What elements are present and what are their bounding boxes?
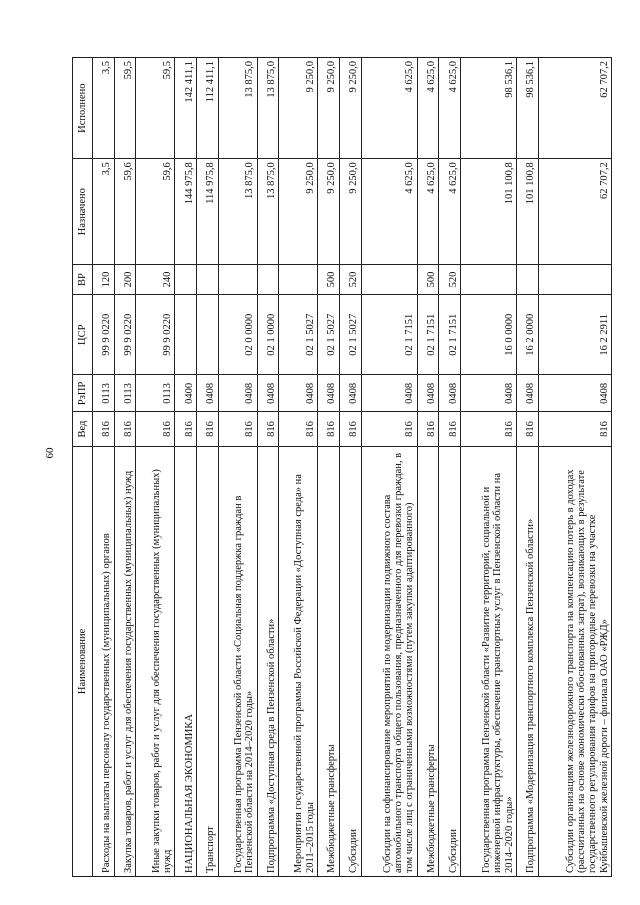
cell-vr: 240: [136, 265, 175, 295]
header-executed: Исполнено: [73, 58, 93, 159]
cell-executed: 3,5: [93, 58, 115, 159]
table-row: [516, 58, 538, 877]
cell-csr: 99 9 0220: [136, 294, 175, 375]
cell-assigned: 9 250,0: [339, 159, 361, 265]
cell-vr: [460, 265, 516, 295]
cell-vr: [361, 265, 417, 295]
cell-vr: 500: [318, 265, 340, 295]
cell-assigned: 3,5: [93, 159, 115, 265]
cell-ved: 816: [516, 412, 538, 447]
cell-name: Подпрограмма «Доступная среда в Пензенской области»: [257, 446, 279, 876]
cell-rzpr: 0408: [257, 375, 279, 412]
cell-ved: 816: [318, 412, 340, 447]
cell-csr: 02 1 7151: [439, 294, 461, 375]
header-name: Наименование: [73, 446, 93, 876]
cell-csr: [175, 294, 197, 375]
cell-assigned: 101 100,8: [516, 159, 538, 265]
cell-vr: [516, 265, 538, 295]
cell-name: Подпрограмма «Модернизация транспортного комплекса Пензенской области»: [516, 446, 538, 876]
cell-vr: 520: [439, 265, 461, 295]
cell-name: Межбюджетные трансферты: [318, 446, 340, 876]
cell-assigned: 114 975,8: [196, 159, 218, 265]
header-rzpr: РзПР: [73, 375, 93, 412]
cell-rzpr: 0113: [114, 375, 136, 412]
cell-ved: 816: [460, 412, 516, 447]
table-row: [417, 58, 439, 877]
cell-assigned: 9 250,0: [318, 159, 340, 265]
cell-ved: 816: [339, 412, 361, 447]
cell-name: НАЦИОНАЛЬНАЯ ЭКОНОМИКА: [175, 446, 197, 876]
cell-csr: 16 2 2911: [538, 294, 611, 375]
cell-assigned: 59,6: [136, 159, 175, 265]
cell-name: Государственная программа Пензенской области «Развитие территорий, социальной и инженерной инфраструктуры, обеспечение транспортных услуг в Пензенской области на 2014–2020 годы»: [460, 446, 516, 876]
cell-assigned: 4 625,0: [439, 159, 461, 265]
cell-executed: 98 536,1: [460, 58, 516, 159]
header-ved: Вед: [73, 412, 93, 447]
cell-rzpr: 0408: [516, 375, 538, 412]
cell-rzpr: 0113: [93, 375, 115, 412]
cell-assigned: 13 875,0: [218, 159, 257, 265]
cell-rzpr: 0408: [538, 375, 611, 412]
table-header-row: [73, 58, 93, 877]
table-row: [538, 58, 611, 877]
header-csr: ЦСР: [73, 294, 93, 375]
cell-executed: 59,5: [136, 58, 175, 159]
cell-vr: [175, 265, 197, 295]
table-row: [318, 58, 340, 877]
cell-assigned: 13 875,0: [257, 159, 279, 265]
cell-csr: 02 1 0000: [257, 294, 279, 375]
cell-rzpr: 0408: [417, 375, 439, 412]
cell-rzpr: 0408: [218, 375, 257, 412]
cell-ved: 816: [538, 412, 611, 447]
cell-csr: 02 1 5027: [318, 294, 340, 375]
cell-name: Транспорт: [196, 446, 218, 876]
header-vr: ВР: [73, 265, 93, 295]
cell-ved: 816: [114, 412, 136, 447]
cell-csr: 99 9 0220: [93, 294, 115, 375]
cell-assigned: 4 625,0: [417, 159, 439, 265]
cell-name: Субсидии на софинансирование мероприятий по модернизации подвижного состава автомобильного транспорта общего пользования, предназначенного для перевозки граждан, в том числе лиц с ограниченными возможностями (путем закупки адаптированного): [361, 446, 417, 876]
cell-ved: 816: [136, 412, 175, 447]
table-row: [439, 58, 461, 877]
cell-name: Государственная программа Пензенской области «Социальная поддержка граждан в Пензенской области на 2014–2020 годы»: [218, 446, 257, 876]
cell-csr: [196, 294, 218, 375]
cell-rzpr: 0408: [279, 375, 318, 412]
table-row: [136, 58, 175, 877]
rotated-table-wrapper: [72, 57, 612, 877]
cell-csr: 16 2 0000: [516, 294, 538, 375]
cell-vr: 500: [417, 265, 439, 295]
cell-assigned: 62 707,2: [538, 159, 611, 265]
table-row: [114, 58, 136, 877]
table-row: [279, 58, 318, 877]
table-row: [196, 58, 218, 877]
cell-assigned: 59,6: [114, 159, 136, 265]
table-row: [257, 58, 279, 877]
cell-vr: [218, 265, 257, 295]
cell-executed: 59,5: [114, 58, 136, 159]
cell-vr: [538, 265, 611, 295]
cell-ved: 816: [279, 412, 318, 447]
cell-ved: 816: [439, 412, 461, 447]
cell-rzpr: 0408: [196, 375, 218, 412]
table-row: [460, 58, 516, 877]
cell-executed: 98 536,1: [516, 58, 538, 159]
cell-ved: 816: [218, 412, 257, 447]
cell-ved: 816: [257, 412, 279, 447]
cell-ved: 816: [196, 412, 218, 447]
cell-vr: 520: [339, 265, 361, 295]
cell-rzpr: 0408: [339, 375, 361, 412]
cell-rzpr: 0408: [439, 375, 461, 412]
cell-name: Мероприятия государственной программы Российской Федерации «Доступная среда» на 2011–2015 годы: [279, 446, 318, 876]
cell-executed: 4 625,0: [417, 58, 439, 159]
cell-name: Межбюджетные трансферты: [417, 446, 439, 876]
table-row: [93, 58, 115, 877]
budget-table: [72, 57, 612, 877]
cell-assigned: 4 625,0: [361, 159, 417, 265]
cell-rzpr: 0408: [318, 375, 340, 412]
cell-executed: 13 875,0: [218, 58, 257, 159]
page-number: 60: [44, 447, 56, 459]
cell-rzpr: 0113: [136, 375, 175, 412]
cell-name: Субсидии: [339, 446, 361, 876]
cell-vr: 200: [114, 265, 136, 295]
cell-csr: 02 0 0000: [218, 294, 257, 375]
cell-name: Иные закупки товаров, работ и услуг для обеспечения государственных (муниципальных) нужд: [136, 446, 175, 876]
cell-name: Субсидии: [439, 446, 461, 876]
cell-vr: [257, 265, 279, 295]
cell-executed: 9 250,0: [318, 58, 340, 159]
header-assigned: Назначено: [73, 159, 93, 265]
table-row: [361, 58, 417, 877]
cell-csr: 99 9 0220: [114, 294, 136, 375]
table-row: [339, 58, 361, 877]
cell-executed: 9 250,0: [279, 58, 318, 159]
cell-ved: 816: [175, 412, 197, 447]
cell-name: Расходы на выплаты персоналу государственных (муниципальных) органов: [93, 446, 115, 876]
cell-assigned: 101 100,8: [460, 159, 516, 265]
cell-rzpr: 0400: [175, 375, 197, 412]
table-row: [218, 58, 257, 877]
cell-executed: 62 707,2: [538, 58, 611, 159]
cell-executed: 4 625,0: [439, 58, 461, 159]
cell-rzpr: 0408: [460, 375, 516, 412]
cell-ved: 816: [417, 412, 439, 447]
cell-assigned: 144 975,8: [175, 159, 197, 265]
cell-ved: 816: [361, 412, 417, 447]
cell-executed: 9 250,0: [339, 58, 361, 159]
cell-name: Закупка товаров, работ и услуг для обеспечения государственных (муниципальных) нужд: [114, 446, 136, 876]
cell-executed: 13 875,0: [257, 58, 279, 159]
cell-csr: 02 1 5027: [279, 294, 318, 375]
cell-assigned: 9 250,0: [279, 159, 318, 265]
cell-vr: [279, 265, 318, 295]
cell-ved: 816: [93, 412, 115, 447]
cell-name: Субсидии организациям железнодорожного транспорта на компенсацию потерь в доходах (рассчитанных на основе экономически обоснованных затрат), возникающих в результате государственного регулирования тарифов на пригородные перевозки на участке Куйбышевской железной дороги – филиала ОАО «РЖД»: [538, 446, 611, 876]
cell-csr: 16 0 0000: [460, 294, 516, 375]
cell-vr: 120: [93, 265, 115, 295]
cell-csr: 02 1 5027: [339, 294, 361, 375]
table-row: [175, 58, 197, 877]
cell-vr: [196, 265, 218, 295]
cell-executed: 112 411,1: [196, 58, 218, 159]
cell-executed: 4 625,0: [361, 58, 417, 159]
cell-csr: 02 1 7151: [361, 294, 417, 375]
cell-executed: 142 411,1: [175, 58, 197, 159]
cell-csr: 02 1 7151: [417, 294, 439, 375]
cell-rzpr: 0408: [361, 375, 417, 412]
